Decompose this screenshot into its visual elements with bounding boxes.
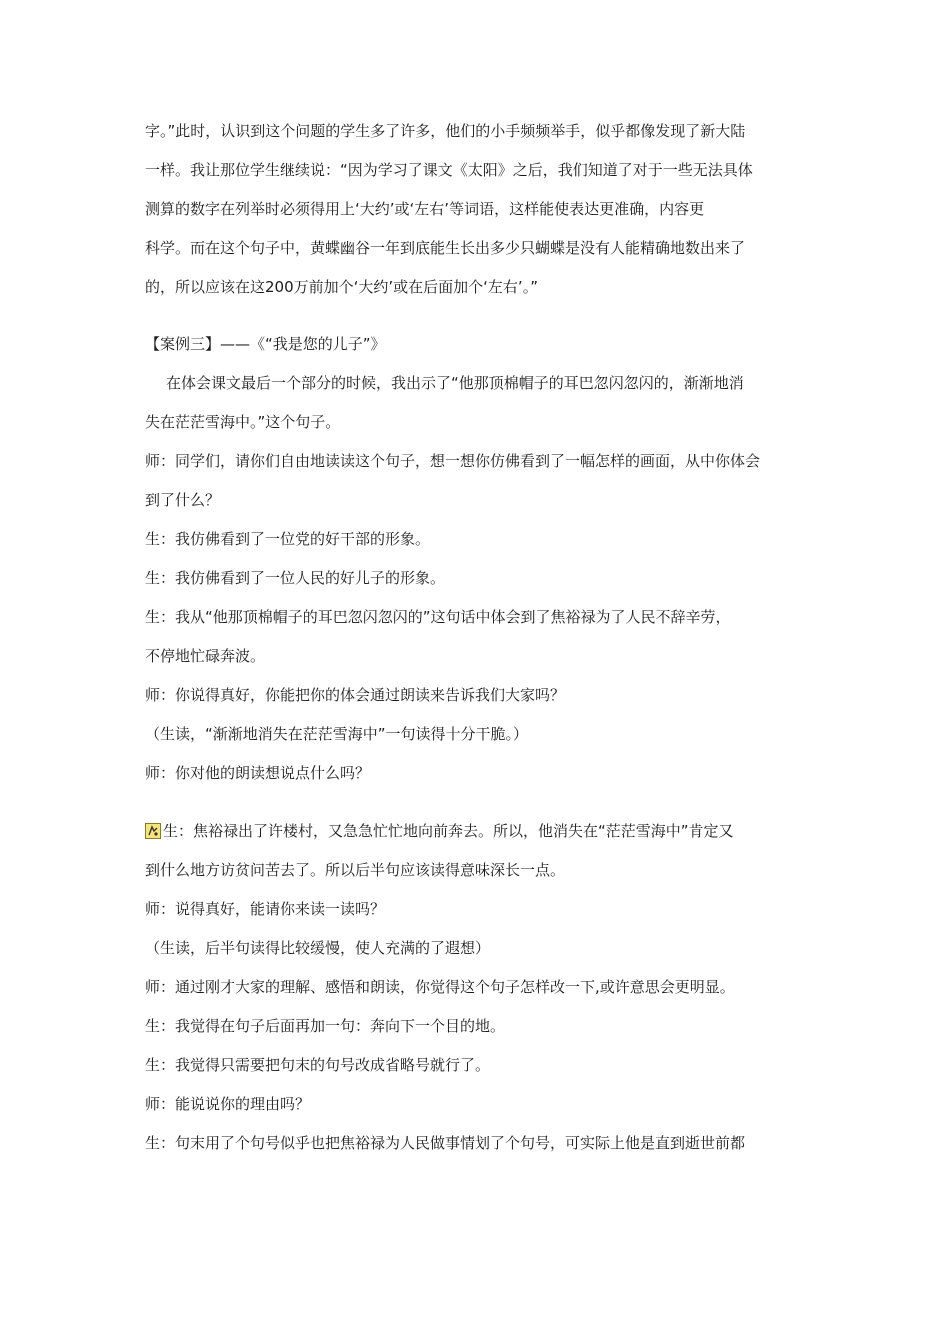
dialogue-line: 生：我从“他那顶棉帽子的耳巴忽闪忽闪的”这句话中体会到了焦裕禄为了人民不辞辛劳， [145, 608, 731, 626]
comment-note-icon[interactable] [145, 823, 161, 839]
dialogue-line: 师：说得真好，能请你来读一读吗？ [145, 900, 386, 918]
dialogue-line: 师：同学们，请你们自由地读读这个句子，想一想你仿佛看到了一幅怎样的画面，从中你体会 [145, 452, 761, 470]
dialogue-text: 生：焦裕禄出了许楼村，又急急忙忙地向前奔去。所以，他消失在“茫茫雪海中”肯定又 [163, 822, 734, 840]
dialogue-line: 生：我仿佛看到了一位党的好干部的形象。 [145, 530, 431, 548]
dialogue-line: 师：你对他的朗读想说点什么吗？ [145, 764, 371, 782]
dialogue-line: 到了什么？ [145, 491, 221, 509]
paragraph-line-1: 字。”此时，认识到这个问题的学生多了许多，他们的小手频频举手，似乎都像发现了新大陆 [145, 122, 746, 140]
dialogue-line: 师：通过刚才大家的理解、感悟和朗读，你觉得这个句子怎样改一下,或许意思会更明显。 [145, 978, 735, 996]
dialogue-line: 生：我觉得在句子后面再加一句：奔向下一个目的地。 [145, 1017, 506, 1035]
paragraph-line-2: 一样。我让那位学生继续说：“因为学习了课文《太阳》之后，我们知道了对于一些无法具体 [145, 161, 753, 179]
paragraph-line-3: 测算的数字在列举时必须得用上‘大约’或‘左右’等词语，这样能使表达更准确，内容更 [145, 200, 705, 218]
paragraph-line-4: 科学。而在这个句子中，黄蝶幽谷一年到底能生长出多少只蝴蝶是没有人能精确地数出来了 [145, 239, 746, 257]
dialogue-line: 到什么地方访贫问苦去了。所以后半句应该读得意味深长一点。 [145, 861, 566, 879]
dialogue-line: 生：我仿佛看到了一位人民的好儿子的形象。 [145, 569, 446, 587]
paragraph-line-5: 的，所以应该在这200万前加个‘大约’或在后面加个‘左右’。” [145, 278, 538, 296]
dialogue-line: 不停地忙碌奔波。 [145, 647, 266, 665]
intro-line-2: 失在茫茫雪海中。”这个句子。 [145, 413, 341, 431]
dialogue-line: （生读，后半句读得比较缓慢，使人充满的了遐想） [145, 939, 491, 957]
dialogue-line: 师：能说说你的理由吗？ [145, 1095, 311, 1113]
intro-line-1: 在体会课文最后一个部分的时候，我出示了“他那顶棉帽子的耳巴忽闪忽闪的，渐渐地消 [166, 374, 744, 392]
dialogue-line-with-note [145, 821, 815, 841]
dialogue-line: 生：我觉得只需要把句末的句号改成省略号就行了。 [145, 1056, 491, 1074]
dialogue-line: 生：句末用了个句号似乎也把焦裕禄为人民做事情划了个句号，可实际上他是直到逝世前都 [145, 1134, 746, 1152]
dialogue-line: 师：你说得真好，你能把你的体会通过朗读来告诉我们大家吗？ [145, 686, 566, 704]
dialogue-line: （生读，“渐渐地消失在茫茫雪海中”一句读得十分干脆。） [145, 725, 529, 743]
case-heading: 【案例三】——《“我是您的儿子”》 [145, 335, 386, 353]
